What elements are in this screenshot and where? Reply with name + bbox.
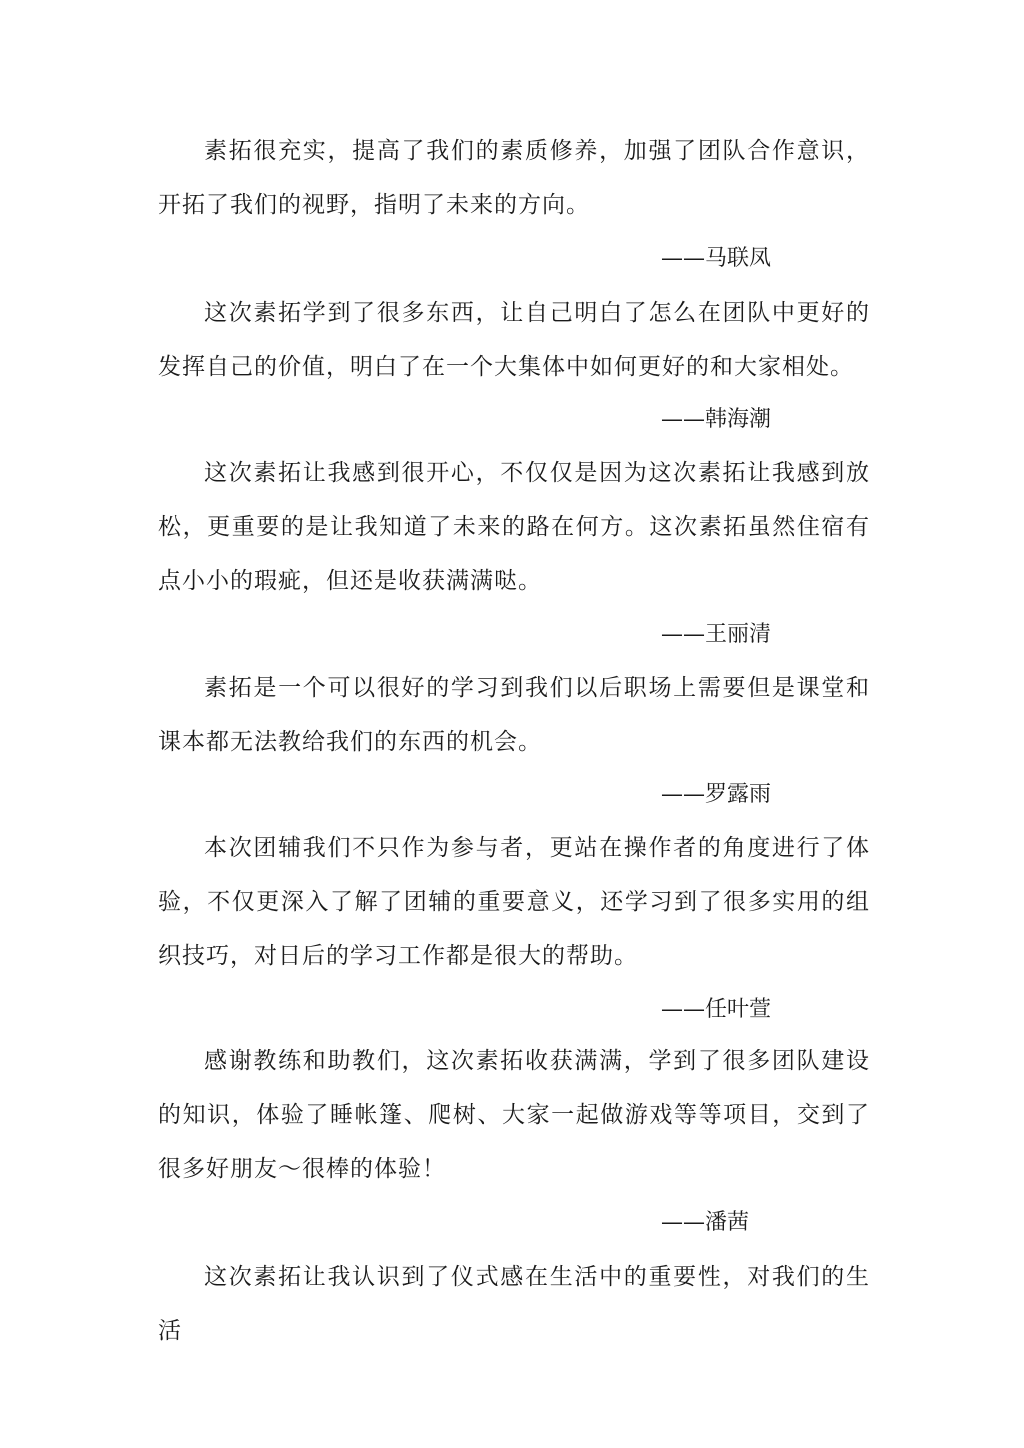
testimonial-paragraph-3: 这次素拓让我感到很开心，不仅仅是因为这次素拓让我感到放松，更重要的是让我知道了未来的路在何方。这次素拓虽然住宿有点小小的瑕疵，但还是收获满满哒。 bbox=[158, 460, 870, 594]
testimonial-author-6: ——潘茜 bbox=[661, 1210, 750, 1235]
testimonial-paragraph-6: 感谢教练和助教们，这次素拓收获满满，学到了很多团队建设的知识，体验了睡帐篷、爬树、大家一起做游戏等等项目，交到了很多好朋友～很棒的体验！ bbox=[158, 1048, 870, 1182]
testimonial-author-1: ——马联凤 bbox=[661, 246, 772, 271]
testimonial-paragraph-2: 这次素拓学到了很多东西，让自己明白了怎么在团队中更好的发挥自己的价值，明白了在一个大集体中如何更好的和大家相处。 bbox=[158, 300, 870, 380]
testimonial-author-2: ——韩海潮 bbox=[661, 407, 772, 432]
testimonial-paragraph-7: 这次素拓让我认识到了仪式感在生活中的重要性，对我们的生活 bbox=[158, 1264, 870, 1344]
testimonial-author-5: ——任叶萱 bbox=[661, 997, 772, 1022]
testimonial-paragraph-1: 素拓很充实，提高了我们的素质修养，加强了团队合作意识，开拓了我们的视野，指明了未来的方向。 bbox=[158, 138, 870, 218]
testimonial-paragraph-5: 本次团辅我们不只作为参与者，更站在操作者的角度进行了体验，不仅更深入了解了团辅的重要意义，还学习到了很多实用的组织技巧，对日后的学习工作都是很大的帮助。 bbox=[158, 835, 870, 969]
testimonial-author-3: ——王丽清 bbox=[661, 622, 772, 647]
testimonial-paragraph-4: 素拓是一个可以很好的学习到我们以后职场上需要但是课堂和课本都无法教给我们的东西的机会。 bbox=[158, 675, 870, 755]
testimonial-author-4: ——罗露雨 bbox=[661, 782, 772, 807]
